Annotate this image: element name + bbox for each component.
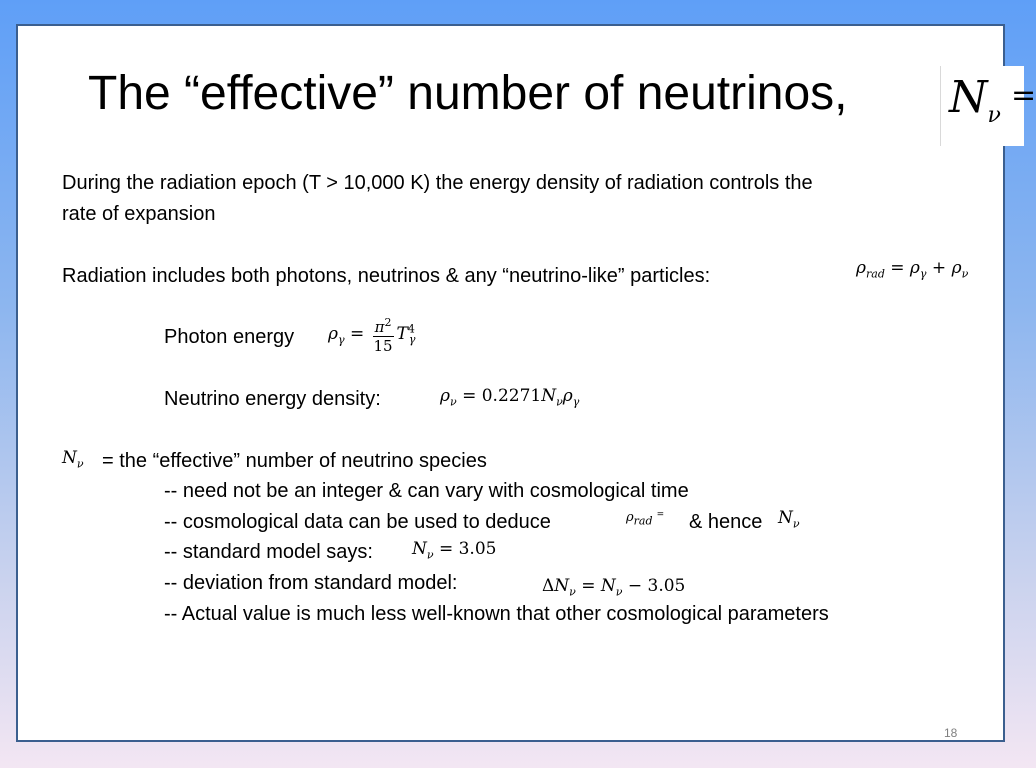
paragraph-radiation-includes: Radiation includes both photons, neutrinos & any “neutrino-like” particles: (62, 265, 711, 287)
nnu-description: = the “effective” number of neutrino species (102, 450, 487, 472)
bullet-deviation: -- deviation from standard model: (164, 572, 458, 594)
bullet-not-integer: -- need not be an integer & can vary with cosmological time (164, 480, 689, 502)
bullet-standard-model: -- standard model says: (164, 541, 373, 563)
paragraph-radiation-epoch-line1: During the radiation epoch (T > 10,000 K) the energy density of radiation controls the (62, 172, 813, 194)
equation-photon-energy: $\rho_\gamma$ = $\frac{\pi^2}{15}$ $T^4_\gamma$ (328, 316, 416, 355)
equation-neutrino-energy: $\rho_\nu = 0.2271N_\nu\rho_\gamma$ (440, 386, 580, 409)
bullet-cosmological-data: -- cosmological data can be used to deduce (164, 511, 551, 533)
photon-energy-label: Photon energy (164, 326, 295, 348)
title-nnu-symbol: $N_\nu$ (949, 72, 1001, 128)
nnu-symbol: $N_\nu$ (62, 448, 84, 471)
neutrino-energy-label: Neutrino energy density: (164, 388, 381, 410)
paragraph-radiation-epoch-line2: rate of expansion (62, 203, 216, 225)
bullet-actual-value: -- Actual value is much less well-known that other cosmological parameters (164, 603, 829, 625)
title-equals-sign: = (1011, 78, 1036, 113)
bullet-and-hence: & hence (689, 511, 763, 533)
equation-standard-model: $N_\nu = 3.05$ (412, 539, 497, 562)
title-equation (940, 66, 1036, 146)
hence-nnu-symbol: $N_\nu$ (778, 508, 800, 531)
equation-deviation: $\Delta N_\nu = N_\nu - 3.05$ (542, 576, 686, 599)
page-number: 18 (944, 726, 958, 740)
equation-rho-rad-partial: $\rho_{rad}$ = (626, 510, 665, 528)
equation-rho-rad: $\rho_{rad} = \rho_\gamma + \rho_\nu$ (856, 258, 969, 281)
slide-title: The “effective” number of neutrinos, (88, 67, 848, 120)
slide-frame (16, 24, 1005, 742)
